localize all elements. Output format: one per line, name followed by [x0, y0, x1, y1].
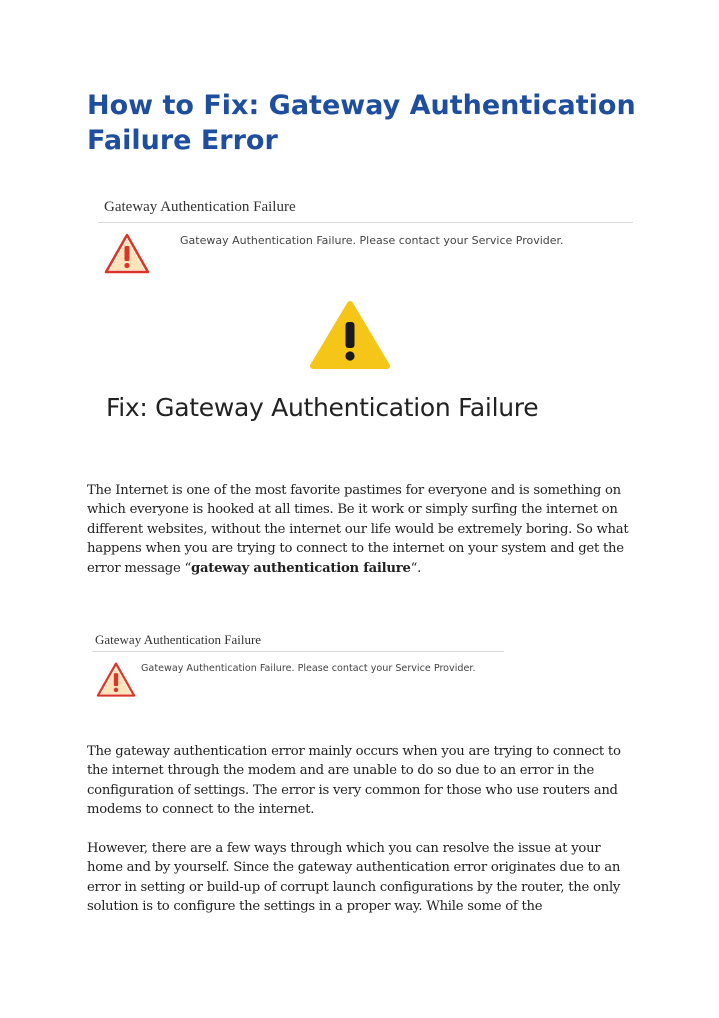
- warning-triangle-icon: [310, 300, 390, 370]
- body-paragraph: The gateway authentication error mainly occurs when you are trying to connect to the internet through the modem and are unable to do so due to an error in the configuration of settings. The error is very common for those who use routers and modems to connect to the internet.: [87, 744, 621, 818]
- body-paragraph: However, there are a few ways through which you can resolve the issue at your home and by yourself. Since the gateway authentication error originates due to an error in setting or build-up of corrupt launch configurations by the router, the only solution is to configure the settings in a proper way. While some of the: [87, 841, 621, 915]
- figure-divider: [92, 651, 504, 652]
- bold-phrase: gateway authentication failure: [191, 560, 411, 576]
- figure-divider: [98, 222, 633, 223]
- intro-paragraph: [87, 481, 632, 578]
- error-screenshot-figure-small: [92, 628, 512, 708]
- paragraph-text: The Internet is one of the most favorite pastimes for everyone and is something on which everyone is hooked at all times. Be it work or simply surfing the internet on different websites, without the internet our life would be extremely boring. So what happens when you are trying to connect to the internet on your system and get the error message “: [87, 483, 629, 576]
- figure-caption: Fix: Gateway Authentication Failure: [106, 393, 539, 422]
- page-title: How to Fix: Gateway Authentication Failure Error: [87, 90, 636, 156]
- figure-header: Gateway Authentication Failure: [104, 199, 296, 215]
- error-message: Gateway Authentication Failure. Please contact your Service Provider.: [180, 234, 564, 247]
- error-screenshot-figure: [92, 190, 637, 445]
- error-message: Gateway Authentication Failure. Please contact your Service Provider.: [141, 663, 476, 674]
- warning-triangle-icon: [104, 232, 150, 276]
- figure-header: Gateway Authentication Failure: [95, 632, 262, 647]
- paragraph-text: “.: [410, 560, 422, 576]
- warning-triangle-icon: [96, 661, 136, 699]
